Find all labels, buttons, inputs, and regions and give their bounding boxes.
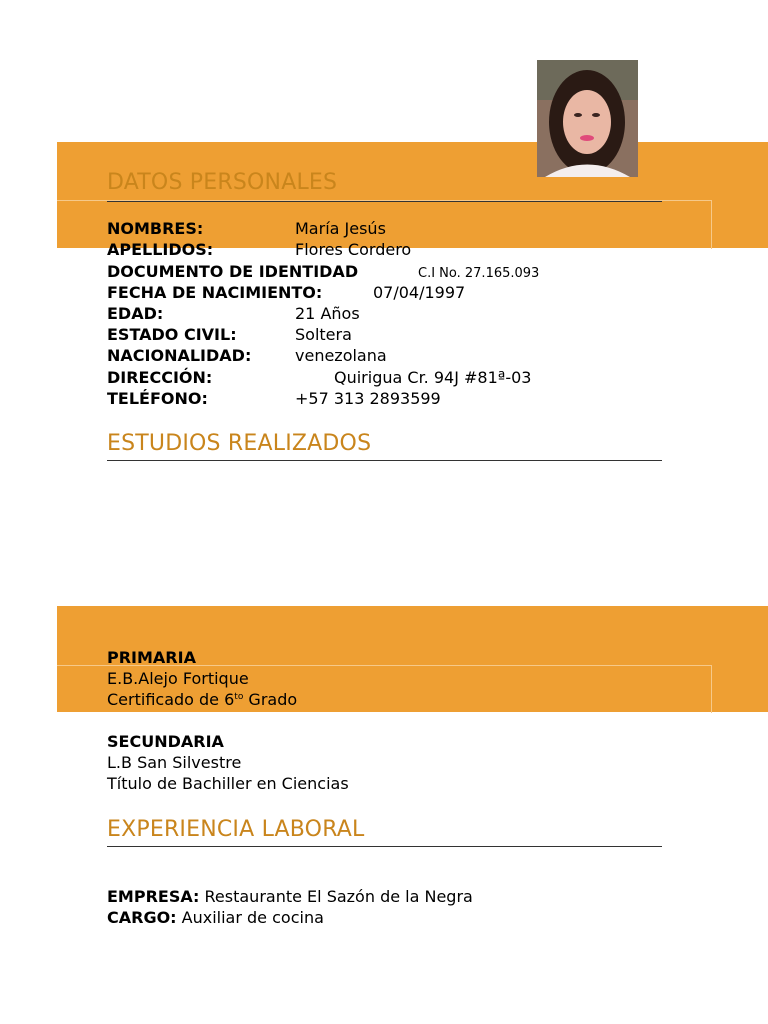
- field-value: María Jesús: [295, 219, 386, 238]
- field-value: C.I No. 27.165.093: [418, 266, 540, 281]
- primaria-school: E.B.Alejo Fortique: [107, 669, 249, 688]
- field-label: EDAD:: [107, 304, 164, 323]
- field-value: Flores Cordero: [295, 240, 412, 259]
- section-heading-experience: EXPERIENCIA LABORAL: [107, 817, 365, 842]
- field-label: FECHA DE NACIMIENTO:: [107, 283, 323, 302]
- field-value: 21 Años: [295, 304, 360, 323]
- section-divider: [107, 460, 662, 461]
- field-value: +57 313 2893599: [295, 389, 441, 408]
- profile-photo: [537, 60, 638, 177]
- secundaria-label: SECUNDARIA: [107, 732, 224, 751]
- field-label: NACIONALIDAD:: [107, 346, 252, 365]
- experience-company: EMPRESA: Restaurante El Sazón de la Negra: [107, 887, 473, 906]
- field-value: Quirigua Cr. 94J #81ª-03: [334, 368, 532, 387]
- field-label: DOCUMENTO DE IDENTIDAD: [107, 262, 359, 281]
- field-value: venezolana: [295, 346, 387, 365]
- section-divider: [107, 201, 662, 202]
- field-label: DIRECCIÓN:: [107, 368, 213, 387]
- field-label: ESTADO CIVIL:: [107, 325, 237, 344]
- experience-position: CARGO: Auxiliar de cocina: [107, 908, 324, 927]
- section-divider: [107, 846, 662, 847]
- primaria-label: PRIMARIA: [107, 648, 196, 667]
- field-label: TELÉFONO:: [107, 389, 208, 408]
- section-heading-personal: DATOS PERSONALES: [107, 170, 338, 195]
- secundaria-title: Título de Bachiller en Ciencias: [107, 774, 349, 793]
- secundaria-school: L.B San Silvestre: [107, 753, 242, 772]
- field-label: APELLIDOS:: [107, 240, 214, 259]
- section-heading-studies: ESTUDIOS REALIZADOS: [107, 431, 372, 456]
- field-value: Soltera: [295, 325, 352, 344]
- field-label: NOMBRES:: [107, 219, 204, 238]
- field-value: 07/04/1997: [373, 283, 466, 302]
- primaria-certificate: Certificado de $6^{to}$ Grado: [107, 690, 298, 709]
